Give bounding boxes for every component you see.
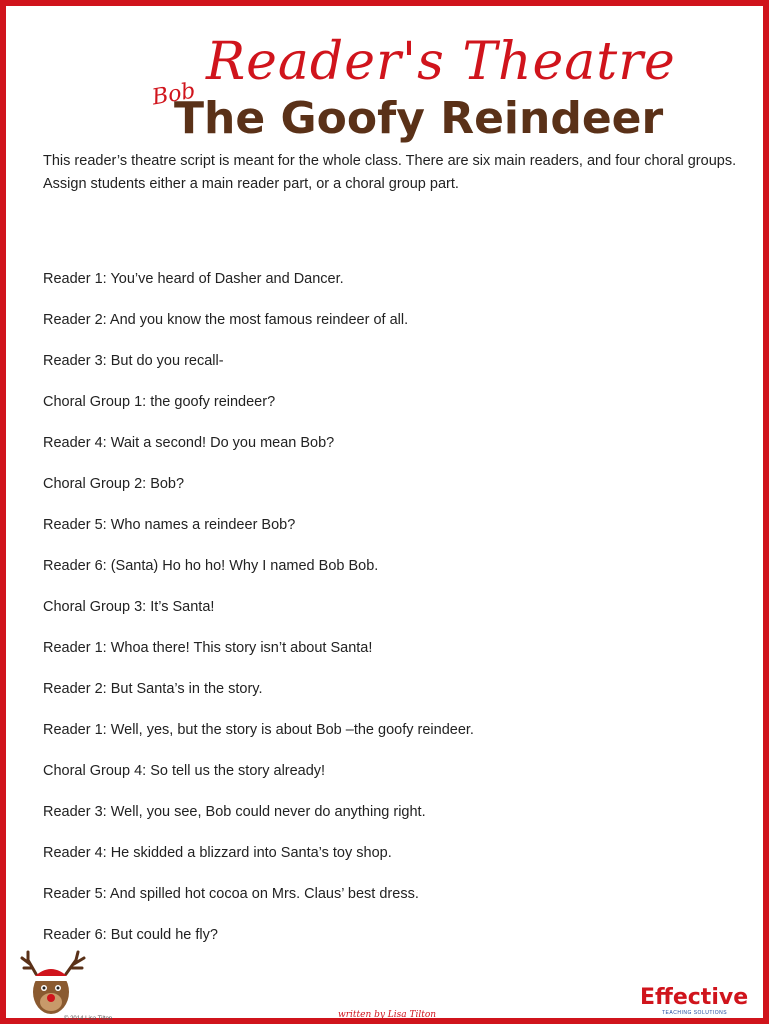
script-line: Reader 3: But do you recall-	[43, 353, 224, 369]
series-title: Reader's Theatre	[206, 32, 676, 92]
script-name-prefix: Bob	[150, 78, 198, 111]
script-line: Reader 1: Well, yes, but the story is about Bob –the goofy reindeer.	[43, 722, 474, 738]
script-lines	[43, 268, 743, 965]
script-line: Reader 5: Who names a reindeer Bob?	[43, 517, 296, 533]
script-line: Reader 5: And spilled hot cocoa on Mrs. Claus’ best dress.	[43, 886, 419, 902]
script-line: Choral Group 4: So tell us the story already!	[43, 763, 326, 779]
script-line: Reader 1: You’ve heard of Dasher and Dancer.	[43, 271, 344, 287]
logo-name: Effective	[640, 985, 749, 1010]
copyright-text: © 2014 Lisa Tilton	[64, 1016, 113, 1022]
logo-tagline: TEACHING SOLUTIONS	[662, 1010, 728, 1016]
header	[6, 28, 769, 146]
script-line: Reader 6: (Santa) Ho ho ho! Why I named Bob Bob.	[43, 558, 379, 574]
script-line: Reader 6: But could he fly?	[43, 927, 218, 943]
script-line: Reader 4: Wait a second! Do you mean Bob?	[43, 435, 335, 451]
reindeer-mascot-icon	[16, 946, 90, 1022]
page-title: The Goofy Reindeer	[174, 93, 664, 144]
script-line: Reader 2: But Santa’s in the story.	[43, 681, 263, 697]
script-line: Reader 3: Well, you see, Bob could never do anything right.	[43, 804, 426, 820]
script-line: Reader 1: Whoa there! This story isn’t about Santa!	[43, 640, 373, 656]
publisher-logo	[640, 986, 764, 1020]
intro-paragraph: This reader’s theatre script is meant for the whole class. There are six main readers, and four choral groups. Assign students either a main reader part, or a choral group part.	[43, 153, 737, 192]
script-line: Choral Group 3: It’s Santa!	[43, 599, 215, 615]
script-line: Choral Group 1: the goofy reindeer?	[43, 394, 276, 410]
author-credit: written by Lisa Tilton	[338, 1010, 437, 1020]
script-line: Choral Group 2: Bob?	[43, 476, 185, 492]
script-line: Reader 2: And you know the most famous reindeer of all.	[43, 312, 409, 328]
script-line: Reader 4: He skidded a blizzard into Santa’s toy shop.	[43, 845, 392, 861]
